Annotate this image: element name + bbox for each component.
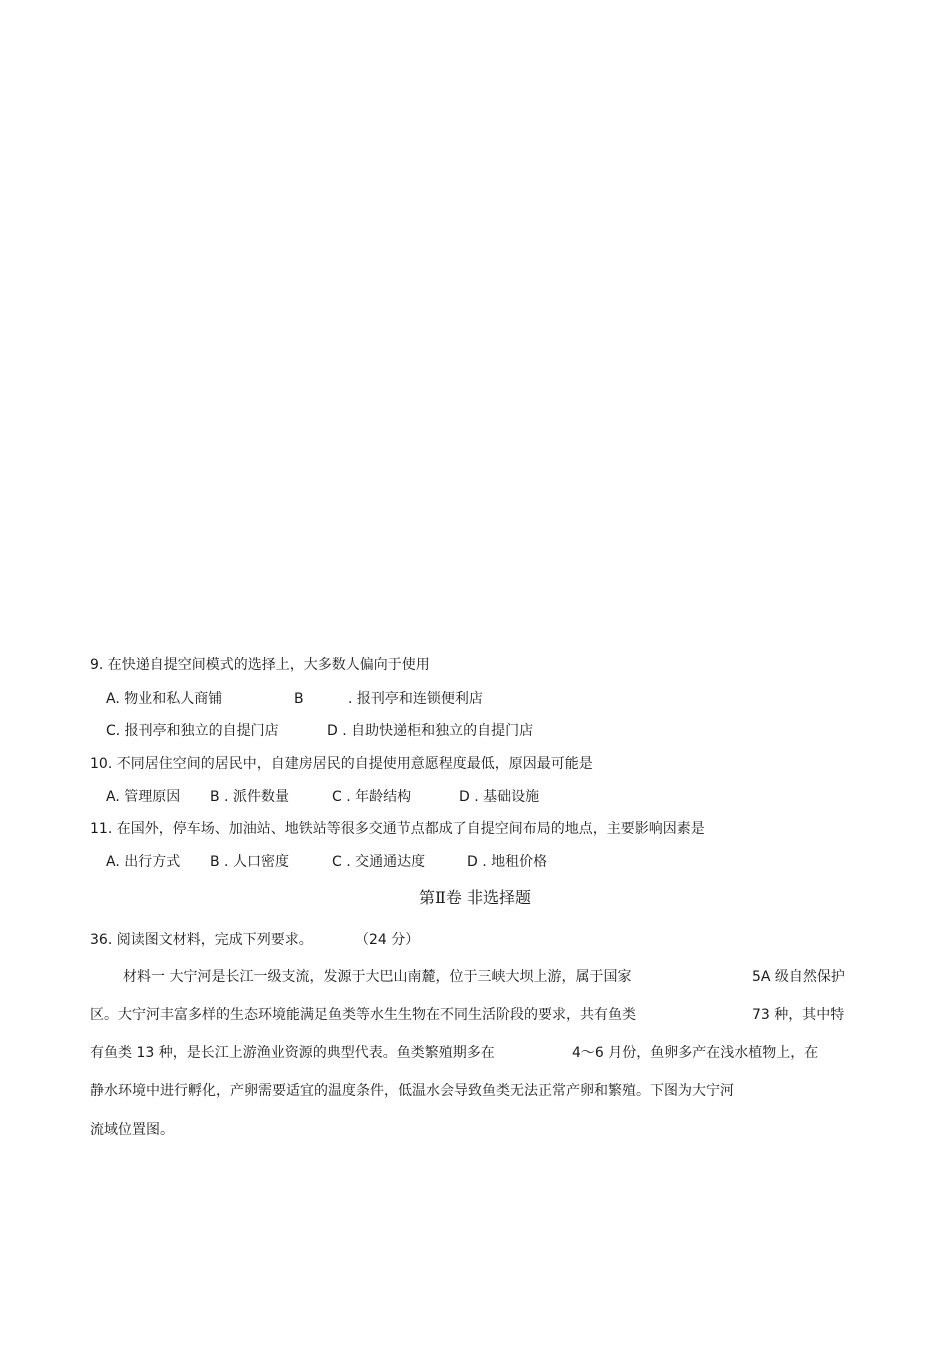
question-10-option-d: D . 基础设施 [459,789,540,805]
material-line-3-text: 有鱼类 13 种，是长江上游渔业资源的典型代表。鱼类繁殖期多在 [90,1045,495,1061]
material-line-1 [0,968,950,986]
question-36-stem: 36. 阅读图文材料，完成下列要求。 [90,932,313,948]
question-9-option-c: C. 报刊亭和独立的自提门店 [106,723,279,739]
section-title: 第Ⅱ卷 非选择题 [419,888,531,907]
question-10-stem: 10. 不同居住空间的居民中，自建房居民的自提使用意愿程度最低，原因最可能是 [90,756,593,772]
material-line-3 [0,1044,950,1062]
question-10-options-row [0,788,950,806]
question-10-option-c: C . 年龄结构 [332,789,412,805]
material-line-2-text: 区。大宁河丰富多样的生态环境能满足鱼类等水生生物在不同生活阶段的要求，共有鱼类 [90,1007,636,1023]
question-11-stem: 11. 在国外，停车场、加油站、地铁站等很多交通节点都成了自提空间布局的地点，主要影响因素是 [90,821,705,837]
question-9-option-b: . 报刊亭和连锁便利店 [348,691,483,707]
material-line-1-text: 材料一 大宁河是长江一级支流，发源于大巴山南麓，位于三峡大坝上游，属于国家 [123,969,632,985]
question-9-option-b-letter: B [294,691,304,707]
material-line-3-tail: 4～6 月份，鱼卵多产在浅水植物上，在 [572,1045,819,1061]
question-36-stem-row [0,931,950,949]
question-10-option-a: A. 管理原因 [106,789,181,805]
material-line-1-tail: 5A 级自然保护 [752,969,845,985]
question-9-stem: 9. 在快递自提空间模式的选择上，大多数人偏向于使用 [90,657,430,673]
material-line-5: 流域位置图。 [90,1122,174,1138]
question-9-option-d: D . 自助快递柜和独立的自提门店 [327,723,534,739]
material-line-2-tail: 73 种，其中特 [752,1007,845,1023]
question-9-option-a: A. 物业和私人商铺 [106,691,223,707]
material-line-2 [0,1006,950,1024]
question-11-option-a: A. 出行方式 [106,854,181,870]
question-36-score: （24 分） [355,932,420,948]
question-11-option-d: D . 地租价格 [467,854,548,870]
question-9-options-row-1 [0,690,950,708]
question-10-option-b: B . 派件数量 [210,789,289,805]
material-line-4: 静水环境中进行孵化，产卵需要适宜的温度条件，低温水会导致鱼类无法正常产卵和繁殖。下图为大宁河 [90,1083,734,1099]
question-9-options-row-2 [0,722,950,740]
question-11-options-row [0,853,950,871]
question-11-option-c: C . 交通通达度 [332,854,426,870]
question-11-option-b: B . 人口密度 [210,854,289,870]
